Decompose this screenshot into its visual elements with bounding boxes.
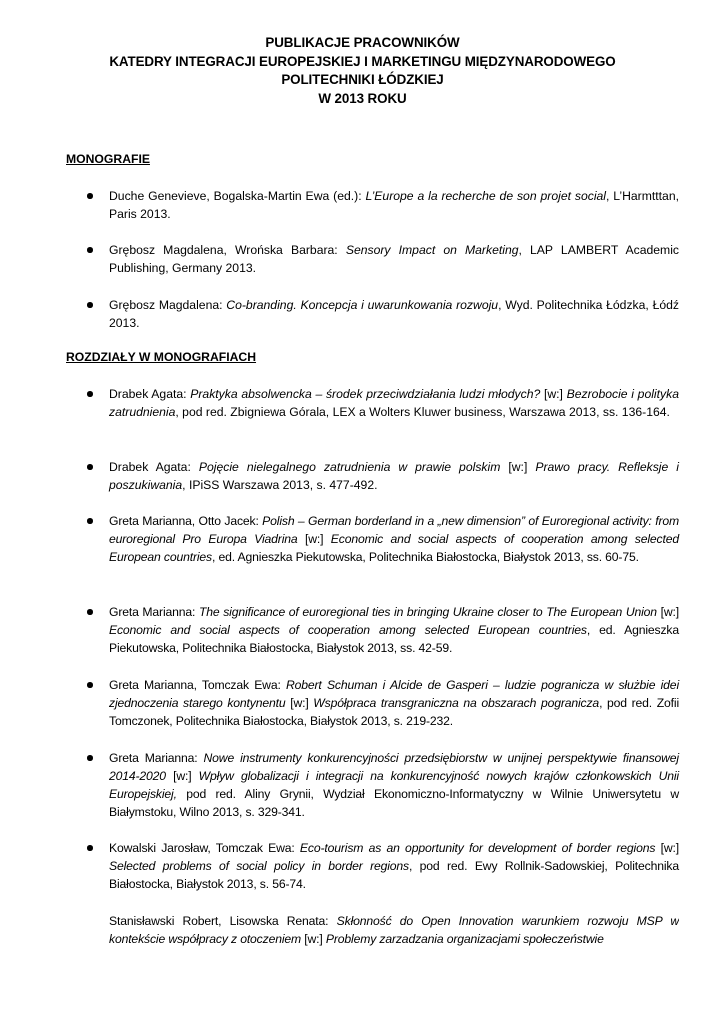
- entry-title-text: Robert Schuman i Alcide de Gasperi – ludzie pogranicza w służbie idei zjednoczenia starego kontynentu: [109, 678, 679, 711]
- bullet-icon: [87, 845, 93, 851]
- entry-title-text: Sensory Impact on Marketing: [345, 243, 519, 257]
- bibliography-entry: [109, 749, 679, 821]
- entry-title-text: Polish – German borderland in a „new dimension” of Euroregional activity: from euroregional Pro Europa Viadrina: [109, 514, 679, 547]
- entry-title-text: Bezrobocie i polityka zatrudnienia: [109, 387, 679, 420]
- entry-text: [w:]: [285, 696, 314, 711]
- entry-text: Stanisławski Robert, Lisowska Renata:: [109, 914, 337, 928]
- document-title: [0, 34, 725, 108]
- bullet-icon: [87, 247, 93, 253]
- bibliography-entry: [109, 187, 679, 223]
- bibliography-entry: [109, 512, 679, 566]
- entry-title-text: Wpływ globalizacji i integracji na konkurencyjność nowych krajów członkowskich Unii Europejskiej,: [109, 769, 679, 802]
- bullet-icon: [87, 193, 93, 199]
- entry-title-text: The significance of euroregional ties in bringing Ukraine closer to The European Union: [198, 605, 657, 619]
- entry-text: Drabek Agata:: [109, 387, 191, 401]
- section-heading-monografie: MONOGRAFIE: [66, 152, 150, 166]
- entry-text: Drabek Agata:: [109, 460, 199, 474]
- entry-text: Grębosz Magdalena:: [109, 298, 227, 312]
- entry-title-text: Nowe instrumenty konkurencyjności przedsiębiorstw w unijnej perspektywie finansowej 2014-2020: [109, 751, 679, 784]
- entry-text: , pod red. Zbigniewa Górala, LEX a Wolters Kluwer business, Warszawa 2013, ss. 136-164.: [175, 405, 670, 420]
- bibliography-entry: [109, 241, 679, 277]
- bibliography-entry: [109, 296, 679, 332]
- entry-text: , LAP LAMBERT Academic Publishing, Germany 2013.: [109, 243, 679, 276]
- entry-text: [w:]: [540, 387, 567, 401]
- entry-text: Duche Genevieve, Bogalska-Martin Ewa (ed.):: [109, 189, 366, 203]
- entry-title-text: Pojęcie nielegalnego zatrudnienia w prawie polskim: [198, 460, 501, 474]
- entry-text: [w:]: [656, 605, 679, 619]
- title-line: POLITECHNIKI ŁÓDZKIEJ: [281, 72, 444, 88]
- entry-text: Greta Marianna:: [109, 751, 204, 765]
- section-heading-rozdzialy: ROZDZIAŁY W MONOGRAFIACH: [66, 350, 257, 364]
- entry-text: Greta Marianna:: [109, 605, 199, 619]
- entry-text: Greta Marianna, Tomczak Ewa:: [109, 678, 286, 692]
- bullet-icon: [87, 518, 93, 524]
- entry-title-text: Economic and social aspects of cooperation among selected European countries: [109, 623, 587, 638]
- entry-title-text: Economic and social aspects of cooperation among selected European countries: [109, 532, 679, 565]
- entry-text: [w:]: [655, 841, 680, 855]
- entry-text: [w:]: [165, 769, 199, 784]
- entry-title-text: L’Europe a la recherche de son projet social: [365, 189, 607, 203]
- entry-title-text: Eco-tourism as an opportunity for development of border regions: [299, 841, 656, 855]
- bibliography-entry: [109, 458, 679, 494]
- entry-text: [w:]: [500, 460, 536, 474]
- entry-text: , Wyd. Politechnika Łódzka, Łódź 2013.: [109, 298, 680, 331]
- entry-text: , IPiSS Warszawa 2013, s. 477-492.: [182, 478, 378, 493]
- bibliography-entry: [109, 385, 679, 421]
- title-line: KATEDRY INTEGRACJI EUROPEJSKIEJ I MARKETINGU MIĘDZYNARODOWEGO: [109, 53, 616, 69]
- entry-title-text: Praktyka absolwencka – środek przeciwdziałania ludzi młodych?: [190, 387, 541, 401]
- entry-text: Grębosz Magdalena, Wrońska Barbara:: [109, 243, 346, 257]
- entry-text: , ed. Agnieszka Piekutowska, Politechnika Białostocka, Białystok 2013, ss. 42-59.: [109, 623, 679, 656]
- entry-title-text: Selected problems of social policy in border regions: [109, 859, 409, 874]
- entry-title-text: Problemy zarzadzania organizacjami społeczeństwie: [325, 932, 604, 947]
- bullet-icon: [87, 302, 93, 308]
- bullet-icon: [87, 682, 93, 688]
- bullet-icon: [87, 755, 93, 761]
- title-line: PUBLIKACJE PRACOWNIKÓW: [265, 35, 460, 50]
- entry-text: , pod red. Ewy Rollnik-Sadowskiej, Politechnika Białostocka, Białystok 2013, s. 56-74.: [109, 859, 679, 892]
- bullet-icon: [87, 391, 93, 397]
- entry-text: [w:]: [297, 532, 331, 547]
- entry-text: [w:]: [301, 932, 326, 947]
- entry-title-text: Skłonność do Open Innovation warunkiem rozwoju MSP w kontekście współpracy z otoczeniem: [109, 914, 679, 947]
- entry-text: pod red. Aliny Grynii, Wydział Ekonomiczno-Informatyczny w Wilnie Uniwersytetu w Białymstoku, Wilno 2013, s. 329-341.: [109, 787, 679, 820]
- bullet-icon: [87, 609, 93, 615]
- entry-text: , ed. Agnieszka Piekutowska, Politechnika Białostocka, Białystok 2013, ss. 60-75.: [212, 550, 639, 565]
- entry-title-text: Współpraca transgraniczna na obszarach pogranicza: [313, 696, 600, 711]
- entry-text: , pod red. Zofii Tomczonek, Politechnika Białostocka, Białystok 2013, s. 219-232.: [109, 696, 680, 729]
- entry-title-text: Co-branding. Koncepcja i uwarunkowania rozwoju: [226, 298, 499, 312]
- entry-title-text: Prawo pracy. Refleksje i poszukiwania: [109, 460, 680, 493]
- bibliography-entry: [109, 603, 679, 657]
- bibliography-entry: [109, 676, 679, 730]
- entry-text: , L’Harmtttan, Paris 2013.: [109, 189, 679, 222]
- bullet-icon: [87, 464, 93, 470]
- entry-text: Kowalski Jarosław, Tomczak Ewa:: [109, 841, 300, 855]
- bibliography-entry: [109, 912, 679, 948]
- bibliography-entry: [109, 839, 679, 893]
- entry-text: Greta Marianna, Otto Jacek:: [109, 514, 263, 528]
- title-line: W 2013 ROKU: [318, 90, 407, 106]
